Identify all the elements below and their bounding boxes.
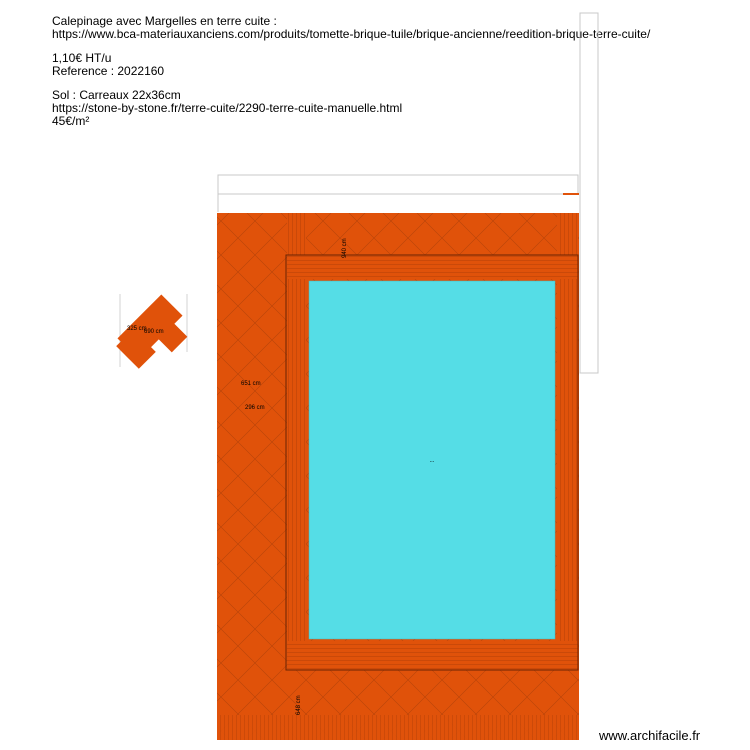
dim-651: 651 cm <box>241 381 261 387</box>
coping-footer <box>217 715 579 740</box>
note-url-stone[interactable]: https://stone-by-stone.fr/terre-cuite/2290-terre-cuite-manuelle.html <box>52 101 403 115</box>
note-title: Calepinage avec Margelles en terre cuite : <box>52 14 277 28</box>
wall-outline <box>580 13 598 373</box>
dim-940: 940 cm <box>342 238 348 258</box>
note-reference: Reference : 2022160 <box>52 64 165 78</box>
terrace-outline <box>218 175 578 194</box>
dim-648: 648 cm <box>296 695 302 715</box>
dim-690: 690 cm <box>144 329 164 335</box>
coping-top <box>287 255 578 279</box>
note-price-m2: 45€/m² <box>52 114 90 128</box>
tile-sample[interactable] <box>116 294 187 369</box>
coping-right <box>557 213 578 670</box>
coping-left <box>287 213 306 670</box>
watermark: www.archifacile.fr <box>599 728 701 743</box>
outline-mark <box>563 193 579 195</box>
dim-325: 325 cm <box>127 326 147 332</box>
coping-bottom <box>287 641 578 670</box>
note-price-unit: 1,10€ HT/u <box>52 51 112 65</box>
pool-label: ... <box>429 458 435 464</box>
note-floor: Sol : Carreaux 22x36cm <box>52 88 181 102</box>
note-url-bca[interactable]: https://www.bca-materiauxanciens.com/produits/tomette-brique-tuile/brique-ancienne/reedition-brique-terre-cuite/ <box>52 27 651 41</box>
dim-296: 296 cm <box>245 405 265 411</box>
